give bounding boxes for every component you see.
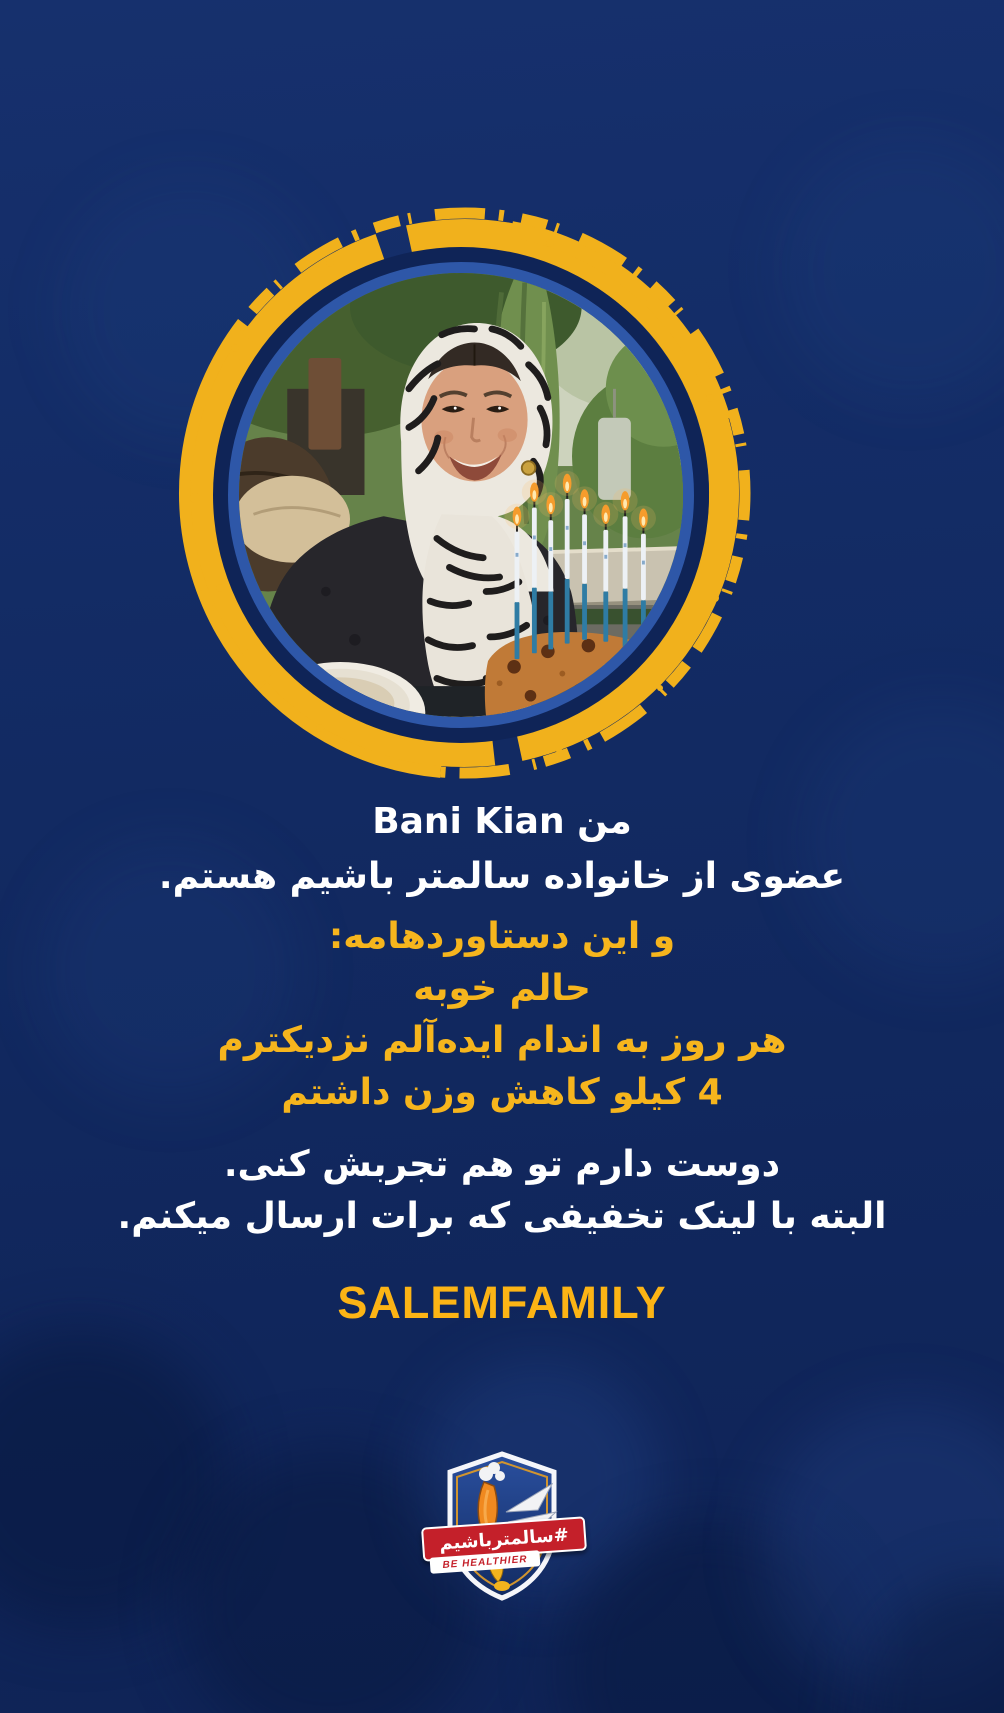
scarf-pin xyxy=(522,461,536,475)
brand-logo xyxy=(0,1446,1004,1621)
invite xyxy=(0,1139,1004,1243)
promo-code: SALEMFAMILY xyxy=(337,1277,667,1328)
profile-photo xyxy=(239,273,683,717)
achievements xyxy=(0,911,1004,1119)
member-intro xyxy=(0,794,1004,904)
member-intro-line1: من Bani Kian xyxy=(372,801,632,842)
achievement-item: حالم خوبه xyxy=(413,968,591,1009)
achievement-item: هر روز به اندام ایده‌آلم نزدیکترم xyxy=(217,1020,787,1061)
invite-line1: دوست دارم تو هم تجربش کنی. xyxy=(223,1144,781,1185)
invite-line2: البته با لینک تخفیفی که برات ارسال میکنم. xyxy=(117,1196,887,1237)
bokeh-blob xyxy=(780,140,1004,400)
brand-hashtag-banner: #سالمترباشیم xyxy=(421,1516,587,1561)
achievements-heading: و این دستاوردهامه: xyxy=(328,916,676,957)
member-intro-line2: عضوی از خانواده سالمتر باشیم هستم. xyxy=(158,856,846,897)
achievement-item: 4 کیلو کاهش وزن داشتم xyxy=(281,1072,723,1113)
brand-tagline: BE HEALTHIER xyxy=(430,1550,541,1574)
profile-photo-frame xyxy=(228,262,694,728)
